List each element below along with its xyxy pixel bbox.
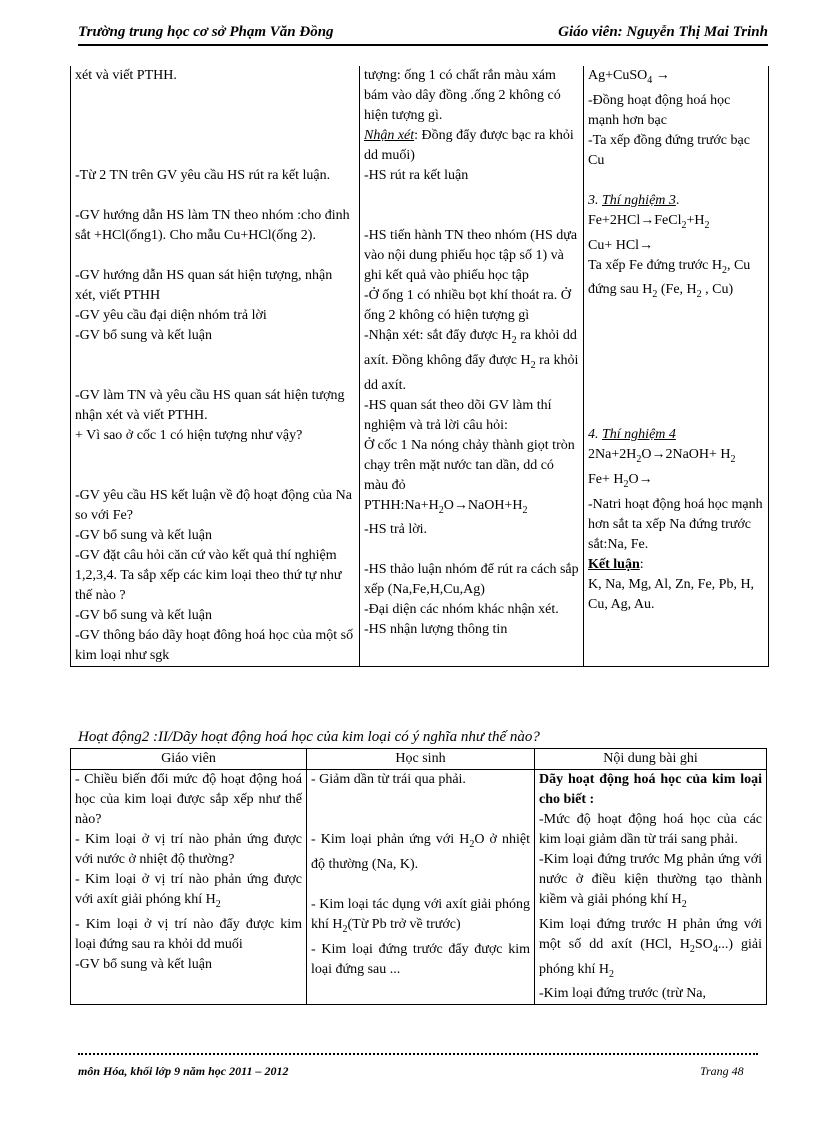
content-column: Dãy hoạt động hoá học của kim loại cho biết : -Mức độ hoạt động hoá học của các kim loại giảm dần từ trái sang phải. -Kim loại đứng trước Mg phản ứng với nước ở điều kiện thường tạo thành kiềm và giải phóng khí $H_2$ Kim loại đứng trước H phản ứng với một số dd axít (HCl, $H_2SO_4$...) giải phóng khí $H_2$ -Kim loại đứng trước (trừ Na, [535,770,767,1005]
page-header [78,24,768,46]
teacher-name: Giáo viên: Nguyễn Thị Mai Trinh [558,24,768,40]
school-name: Trường trung học cơ sở Phạm Văn Đồng [78,24,334,40]
teacher-column: xét và viết PTHH. -Từ 2 TN trên GV yêu cầu HS rút ra kết luận. -GV hướng dẫn HS làm TN theo nhóm :cho đinh sắt +HCl(ống1). Cho mẫu Cu+HCl(ống 2). -GV hướng dẫn HS quan sát hiện tượng, nhận xét, viết PTHH -GV yêu cầu đại diện nhóm trả lời -GV bổ sung và kết luận -GV làm TN và yêu cầu HS quan sát hiện tượng nhận xét và viết PTHH. + Vì sao ở cốc 1 có hiện tượng như vậy? -GV yêu cầu HS kết luận về độ hoạt động của Na so với Fe? -GV bổ sung và kết luận -GV đặt câu hỏi căn cứ vào kết quả thí nghiệm 1,2,3,4. Ta sắp xếp các kim loại theo thứ tự như thế nào ? -GV bổ sung và kết luận -GV thông báo dãy hoạt đông hoá học của một số kim loại như sgk [71,66,360,667]
student-column: tượng: ống 1 có chất rắn màu xám bám vào dây đồng .ống 2 không có hiện tượng gì. Nhận xét: Đồng đẩy được bạc ra khỏi dd muối) -HS rút ra kết luận -HS tiến hành TN theo nhóm (HS dựa vào nội dung phiếu học tập số 1) và ghi kết quả vào phiếu học tập -Ở ống 1 có nhiều bọt khí thoát ra. Ở ống 2 không có hiện tượng gì -Nhận xét: sắt đẩy được $H_2$ ra khỏi dd axít. Đồng không đẩy được $H_2$ ra khỏi dd axít. -HS quan sát theo dõi GV làm thí nghiệm và trả lời câu hỏi: Ở cốc 1 Na nóng chảy thành giọt tròn chạy trên mặt nước tan dần, dd có màu đỏ $PTHH:Na+H_2O\to NaOH+H_2$ -HS trả lời. -HS thảo luận nhóm để rút ra cách sắp xếp (Na,Fe,H,Cu,Ag) -Đại diện các nhóm khác nhận xét. -HS nhận lượng thông tin [360,66,584,667]
footer-divider [78,1053,758,1055]
lesson-table-part2 [70,748,767,1005]
col-header-content: Nội dung bài ghi [535,749,767,770]
page-number: Trang 48 [700,1064,744,1078]
col-header-student: Học sinh [307,749,535,770]
activity-2-heading: Hoạt động2 :II/Dãy hoạt động hoá học của kim loại có ý nghĩa như thế nào? [78,729,540,745]
teacher-column: - Chiều biến đổi mức độ hoạt động hoá học của kim loại được sắp xếp như thế nào? - Kim loại ở vị trí nào phản ứng được với nước ở nhiệt độ thường? - Kim loại ở vị trí nào phản ứng được với axít giải phóng khí $H_2$ - Kim loại ở vị trí nào đẩy được kim loại đứng sau ra khỏi dd muối -GV bổ sung và kết luận [71,770,307,1005]
student-column: - Giảm dần từ trái qua phải. - Kim loại phản ứng với $H_2O$ ở nhiệt độ thường (Na, K). - Kim loại tác dụng với axít giải phóng khí $H_2(Từ$ Pb trở về trước) - Kim loại đứng trước đẩy được kim loại đứng sau ... [307,770,535,1005]
col-header-teacher: Giáo viên [71,749,307,770]
footer-course: môn Hóa, khối lớp 9 năm học 2011 – 2012 [78,1064,289,1078]
lesson-table-part1 [70,66,769,667]
content-column: Ag+CuSO$_4$ → -Đồng hoạt động hoá học mạnh hơn bạc -Ta xếp đồng đứng trước bạc Cu 3. Thí nghiệm 3. $Fe+2HCl\to FeCl_2+H_2$ Cu+ HCl→ Ta xếp Fe đứng trước $H_2$, Cu đứng sau $H_2$ (Fe, $H_2$ , Cu) 4. Thí nghiệm 4 $2Na+2H_2O\to 2NaOH+ H_2$ $Fe+ H_2O\to$ -Natri hoạt động hoá học mạnh hơn sắt ta xếp Na đứng trước sắt:Na, Fe. Kết luận: K, Na, Mg, Al, Zn, Fe, Pb, H, Cu, Ag, Au. [584,66,769,667]
